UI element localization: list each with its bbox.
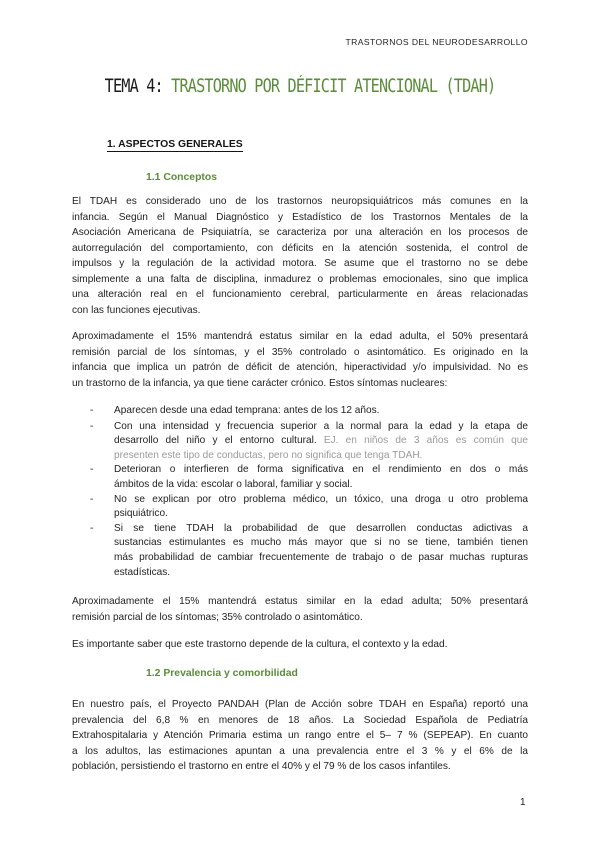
text-line: un trastorno de la infancia, ya que tiene carácter crónico. Estos síntomas nucleares:: [72, 377, 448, 389]
text-line: remisión parcial de los síntomas; 35% controlado o asintomático.: [72, 611, 363, 623]
bullet-dash: -: [90, 420, 94, 432]
title-prefix: TEMA 4:: [104, 76, 172, 97]
text-line: infancia que implica un patrón de déficit de atención, hiperactividad y/o impulsividad. No es: [72, 362, 528, 373]
text-line: Con una intensidad y frecuencia superior a la normal para la edad y la etapa de: [114, 420, 528, 432]
list-item: [90, 493, 528, 522]
text-line: En nuestro país, el Proyecto PANDAH (Plan de Acción sobre TDAH en España) reportó una: [72, 699, 528, 710]
text-line: simplemente a una falta de disciplina, inmadurez o problemas emocionales, sino que implica: [72, 273, 528, 285]
text-line: psiquiátrico.: [114, 508, 168, 520]
bullet-dash: -: [90, 493, 94, 505]
subsection-heading-conceptos: 1.1 Conceptos: [146, 172, 218, 183]
paragraph-prognosis: [72, 329, 528, 391]
list-item: [90, 522, 528, 580]
text-line: Deterioran o interfieren de forma significativa en el rendimiento en dos o más: [114, 464, 528, 476]
text-line: No se explican por otro problema médico, un tóxico, una droga u otro problema: [114, 493, 528, 505]
text-run: desarrollo del niño y el entorno cultural.: [114, 435, 324, 447]
text-line: sustancias estimulantes es mucho más mayor que si no se tiene, también tienen: [114, 537, 528, 549]
text-line: Aparecen desde una edad temprana: antes de los 12 años.: [114, 405, 380, 416]
text-line: a los adultos, las estimaciones apuntan a una prevalencia entre el 3 % y el 6% de la: [72, 745, 528, 757]
text-line: con las funciones ejecutivas.: [72, 304, 201, 316]
paragraph-definition: [72, 194, 528, 318]
text-line: [114, 434, 528, 449]
symptom-list: [90, 404, 528, 580]
text-line: Es importante saber que este trastorno depende de la cultura, el contexto y la edad.: [72, 639, 448, 650]
text-line: prevalencia del 6,8 % en menores de 18 años. La Sociedad Española de Pediatría: [72, 714, 528, 726]
text-line: autorregulación del comportamiento, con déficits en la atención sostenida, el control de: [72, 242, 528, 254]
title-accent: TRASTORNO POR DÉFICIT ATENCIONAL (TDAH): [171, 76, 496, 97]
text-line: población, persistiendo el trastorno en entre el 40% y el 79 % de los casos infantiles.: [72, 761, 451, 772]
list-item: [90, 463, 528, 492]
text-line: remisión parcial de los síntomas, y el 35% controlado o asintomático. Es originado en la: [72, 346, 528, 358]
text-line: Aproximadamente el 15% mantendrá estatus similar en la edad adulta, el 50% presentará: [72, 331, 528, 342]
paragraph-summary: [72, 594, 528, 625]
subsection-heading-prevalencia: 1.2 Prevalencia y comorbilidad: [146, 668, 298, 679]
text-line: ámbitos de la vida: escolar o laboral, familiar y social.: [114, 478, 353, 490]
paragraph-context: [72, 637, 528, 653]
bullet-dash: -: [90, 464, 94, 476]
text-line: Si se tiene TDAH la probabilidad de que desarrollen conductas adictivas a: [114, 522, 528, 534]
text-line: Asociación Americana de Psiquiatría, se caracteriza por una alteración en los procesos de: [72, 227, 528, 238]
paragraph-prevalence: [72, 697, 528, 775]
text-line: Aproximadamente el 15% mantendrá estatus similar en la edad adulta; 50% presentará: [72, 596, 528, 607]
text-line: impulsos y la regulación de la actividad motora. Se asume que el trastorno no se debe: [72, 258, 528, 269]
example-text: EJ. en niños de 3 años es común que: [323, 435, 528, 447]
running-header: TRASTORNOS DEL NEURODESARROLLO: [345, 37, 528, 47]
text-line: una alteración real en el funcionamiento cerebral, particularmente en áreas relacionadas: [72, 289, 528, 300]
text-line: más probabilidad de cambiar frecuentemente de trabajo o de pasar muchas rupturas: [114, 551, 528, 563]
bullet-dash: -: [90, 522, 94, 534]
bullet-dash: -: [90, 405, 94, 416]
text-line: El TDAH es considerado uno de los trastornos neuropsiquiátricos más comunes en la: [72, 196, 528, 207]
list-item: [90, 404, 528, 419]
example-text: presenten este tipo de conductas, pero no significa que tenga TDAH.: [114, 449, 423, 461]
text-line: infancia. Según el Manual Diagnóstico y Estadístico de los Trastornos Mentales de la: [72, 211, 528, 223]
section-heading: 1. ASPECTOS GENERALES: [107, 139, 243, 150]
list-item: [90, 420, 528, 464]
text-line: estadísticas.: [114, 566, 171, 578]
page-number: 1: [520, 797, 526, 808]
page-title: [54, 76, 546, 97]
text-line: Extrahospitalaria y Atención Primaria estima un rango entre el 5– 7 % (SEPEAP). En cuanto: [72, 730, 528, 741]
